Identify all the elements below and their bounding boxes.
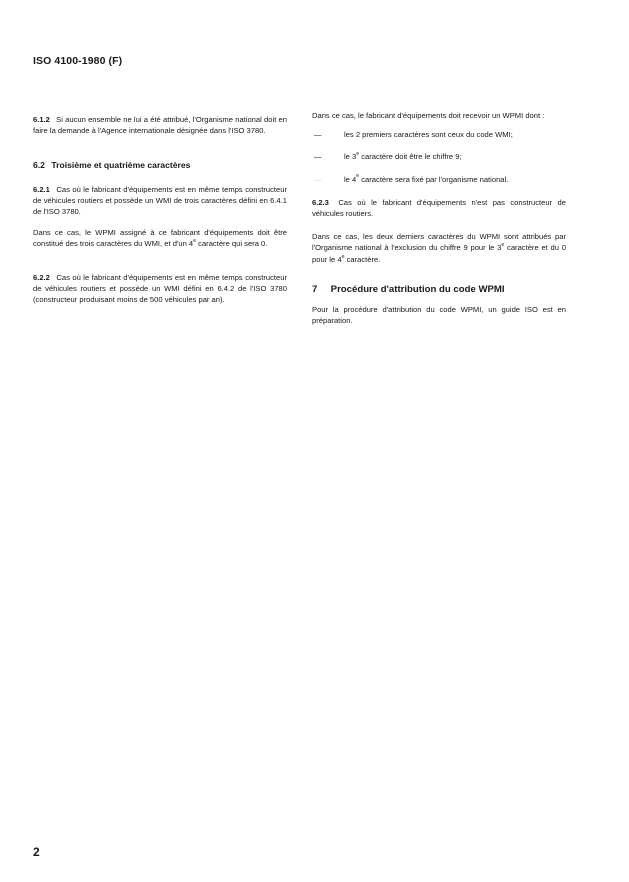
section-heading-7 — [312, 284, 566, 295]
text-segment: le 4 — [344, 174, 357, 184]
document-header: ISO 4100-1980 (F) — [33, 55, 123, 67]
paragraph-7: Pour la procédure d'attribution du code WPMI, un guide ISO est en préparation. — [312, 305, 566, 326]
paragraph-6-2-3-case — [312, 231, 566, 265]
section-heading-6-2 — [33, 160, 287, 171]
dash-marker: — — [314, 130, 322, 140]
text-segment: Dans ce cas, le WPMI assigné à ce fabricant d'équipements doit être constitué des trois caractères du WMI, et d'un 4 — [33, 228, 287, 249]
dash-marker: — — [314, 152, 322, 162]
clause-text: Cas où le fabricant d'équipements n'est pas constructeur de véhicules routiers. — [312, 197, 566, 219]
section-number: 7 — [312, 283, 318, 295]
list-item — [312, 151, 566, 162]
paragraph-6-2-1-case — [33, 227, 287, 249]
text-segment: les 2 premiers caractères sont ceux du code WMI; — [344, 130, 513, 140]
text-segment: caractère et du 0 pour le 4 — [312, 243, 566, 264]
list-item — [312, 129, 566, 140]
section-title: Troisième et quatrième caractères — [51, 160, 191, 171]
clause-text: Cas où le fabricant d'équipements est en même temps constructeur de véhicules routiers et possède un WMI de trois caractères défini en 6.4.1 de l'ISO 3780. — [33, 184, 287, 217]
dash-list — [312, 129, 566, 185]
section-number: 6.2 — [33, 160, 45, 171]
list-item-text — [344, 151, 566, 162]
superscript: e — [193, 238, 197, 245]
paragraph-6-1-2 — [33, 114, 287, 136]
list-item-text — [344, 174, 566, 185]
paragraph-intro: Dans ce cas, le fabricant d'équipements doit recevoir un WPMI dont : — [312, 111, 545, 120]
section-title: Procédure d'attribution du code WPMI — [330, 283, 505, 295]
text-segment: Dans ce cas, les deux derniers caractères du WPMI sont attribués par l'Organisme national à l'exclusion du chiffre 9 pour le 3 — [312, 232, 566, 253]
right-column — [312, 112, 566, 326]
superscript: e — [356, 173, 360, 180]
clause-number: 6.2.1 — [33, 184, 50, 194]
clause-text: Cas où le fabricant d'équipements est en même temps constructeur de véhicules routiers et possède un WMI défini en 6.4.2 de l'ISO 3780 (constructeur produisant moins de 500 véhicules par an). — [33, 272, 287, 305]
superscript: e — [341, 253, 345, 260]
text-segment: caractère doit être le chiffre 9; — [359, 152, 462, 162]
text-segment: caractère. — [344, 254, 381, 264]
list-item — [312, 174, 566, 185]
paragraph-6-2-3 — [312, 197, 566, 219]
clause-number: 6.2.3 — [312, 197, 329, 207]
clause-number: 6.2.2 — [33, 272, 50, 282]
page-number: 2 — [33, 845, 40, 859]
dash-marker: — — [314, 174, 322, 184]
list-item-text — [344, 129, 566, 140]
superscript: e — [501, 242, 505, 249]
left-column — [33, 112, 287, 305]
clause-number: 6.1.2 — [33, 115, 50, 124]
clause-text: Si aucun ensemble ne lui a été attribué, l'Organisme national doit en faire la demande à l'Agence internationale désignée dans l'ISO 3780. — [33, 115, 287, 136]
text-segment: le 3 — [344, 152, 357, 162]
text-segment: caractère qui sera 0. — [196, 239, 268, 249]
paragraph-6-2-2 — [33, 272, 287, 306]
superscript: e — [356, 151, 360, 158]
text-segment: caractère sera fixé par l'organisme national. — [359, 174, 509, 184]
paragraph-6-2-1 — [33, 184, 287, 218]
